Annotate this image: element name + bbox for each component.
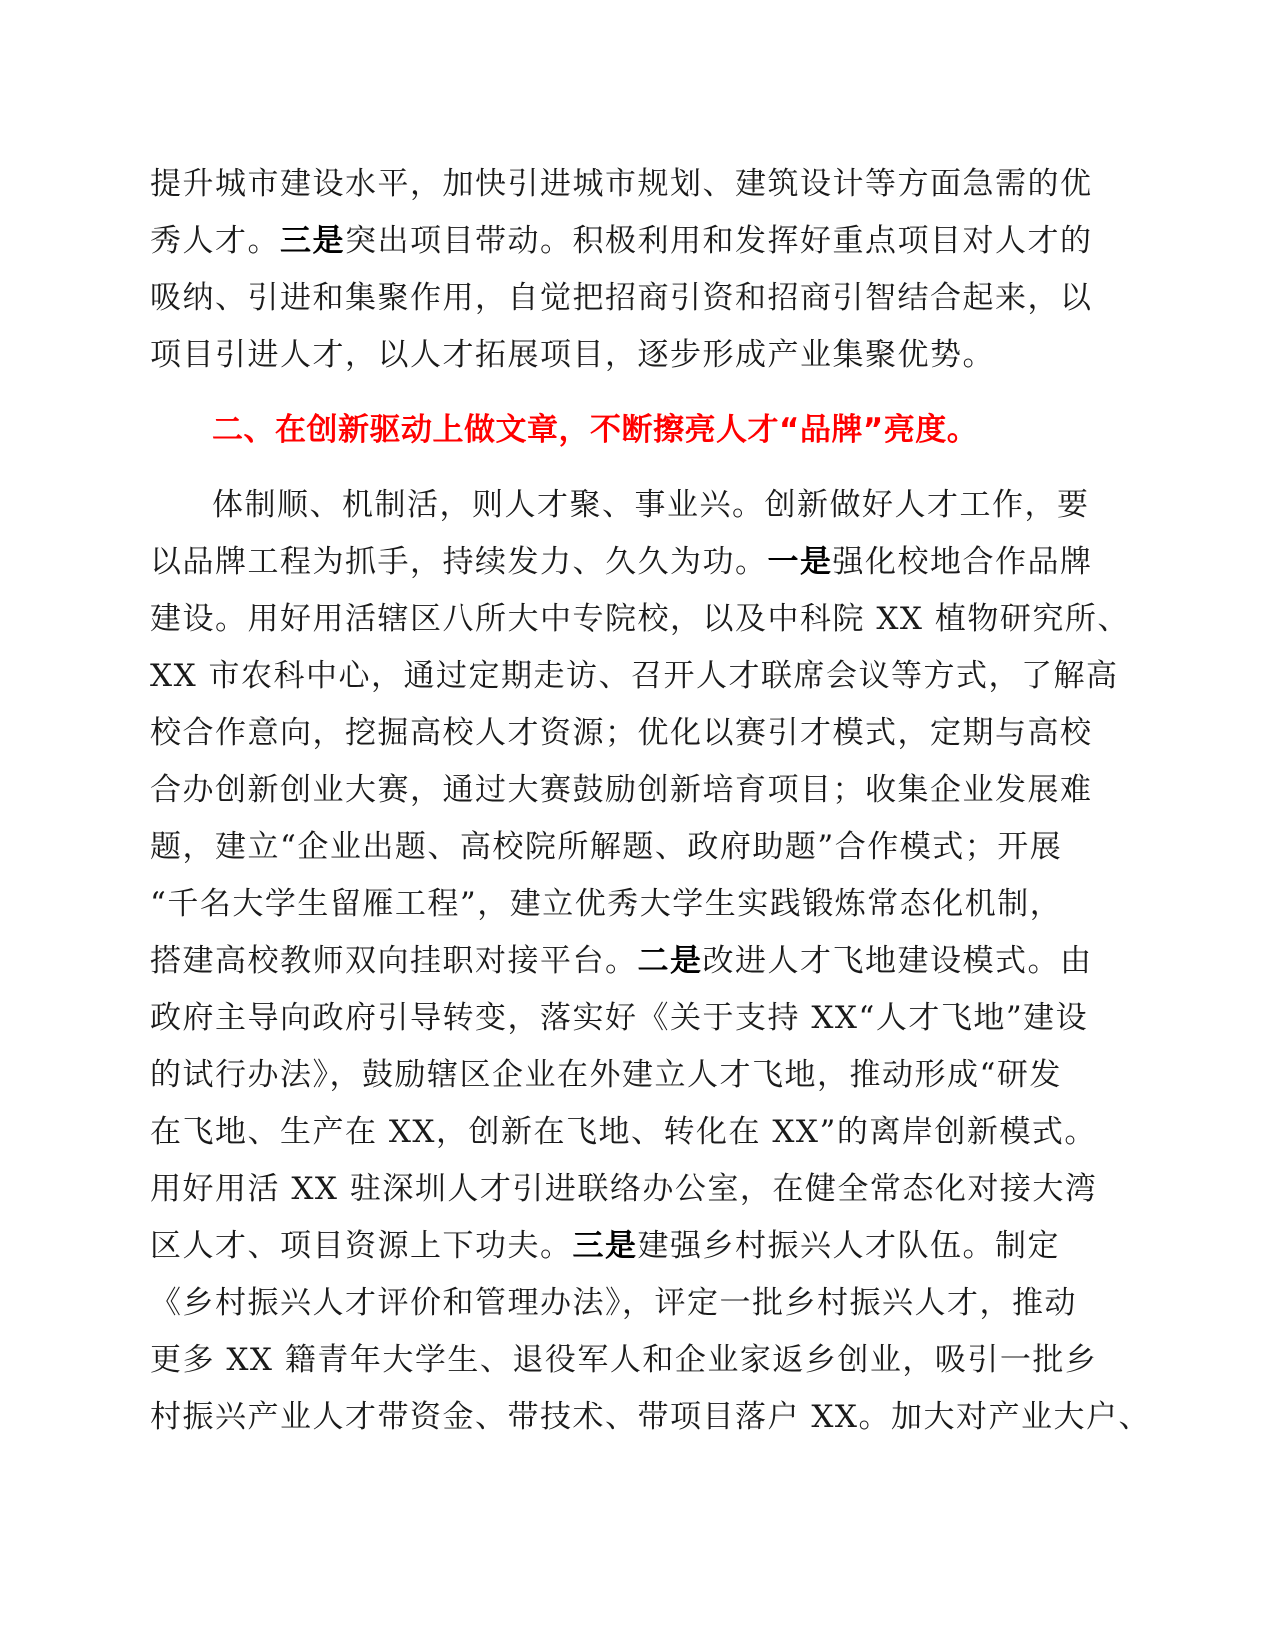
text-segment: 搭建高校教师双向挂职对接平台。 (150, 943, 638, 979)
text-segment: 区人才、项目资源上下功夫。 (150, 1228, 573, 1264)
bold-ordinal: 三是 (572, 1228, 638, 1264)
bold-ordinal: 二是 (637, 943, 703, 979)
text-line: 在飞地、生产在 XX，创新在飞地、转化在 XX”的离岸创新模式。 (150, 1114, 1097, 1150)
text-line: “千名大学生留雁工程”，建立优秀大学生实践锻炼常态化机制， (150, 886, 1063, 922)
text-line: 《乡村振兴人才评价和管理办法》，评定一批乡村振兴人才，推动 (150, 1285, 1077, 1321)
text-line: 提升城市建设水平，加快引进城市规划、建筑设计等方面急需的优 (150, 166, 1093, 202)
text-line: 校合作意向，挖掘高校人才资源；优化以赛引才模式，定期与高校 (150, 715, 1093, 751)
text-line: 更多 XX 籍青年大学生、退役军人和企业家返乡创业，吸引一批乡 (150, 1342, 1098, 1378)
text-line (150, 933, 1118, 990)
text-segment: 建强乡村振兴人才队伍。制定 (637, 1228, 1060, 1264)
text-line: 用好用活 XX 驻深圳人才引进联络办公室，在健全常态化对接大湾 (150, 1171, 1098, 1207)
text-line (150, 213, 1118, 270)
text-line: 吸纳、引进和集聚作用，自觉把招商引资和招商引智结合起来，以 (150, 280, 1093, 316)
text-line: 建设。用好用活辖区八所大中专院校，以及中科院 XX 植物研究所、 (150, 601, 1130, 637)
text-segment: 突出项目带动。积极利用和发挥好重点项目对人才的 (345, 223, 1093, 259)
text-segment: 改进人才飞地建设模式。由 (702, 943, 1093, 979)
bold-ordinal: 三是 (280, 223, 345, 259)
document-body (150, 156, 1151, 1446)
text-line: 合办创新创业大赛，通过大赛鼓励创新培育项目；收集企业发展难 (150, 772, 1093, 808)
text-line: 体制顺、机制活，则人才聚、事业兴。创新做好人才工作，要 (212, 487, 1090, 523)
text-line: XX 市农科中心，通过定期走访、召开人才联席会议等方式，了解高 (150, 658, 1119, 694)
text-line (150, 1218, 1118, 1275)
text-line: 政府主导向政府引导转变，落实好《关于支持 XX“人才飞地”建设 (150, 1000, 1089, 1036)
section-heading: 二、在创新驱动上做文章，不断擦亮人才“品牌”亮度。 (212, 412, 979, 448)
bold-ordinal: 一是 (767, 544, 833, 580)
text-line (150, 534, 1118, 591)
text-segment: 秀人才。 (150, 223, 280, 259)
text-line: 项目引进人才，以人才拓展项目，逐步形成产业集聚优势。 (150, 337, 995, 373)
text-line: 的试行办法》，鼓励辖区企业在外建立人才飞地，推动形成“研发 (150, 1057, 1062, 1093)
text-line: 村振兴产业人才带资金、带技术、带项目落户 XX。加大对产业大户、 (150, 1399, 1151, 1435)
text-segment: 强化校地合作品牌 (832, 544, 1093, 580)
paragraph (150, 156, 1118, 384)
paragraph (150, 477, 1151, 1446)
text-line: 题，建立“企业出题、高校院所解题、政府助题”合作模式；开展 (150, 829, 1063, 865)
text-segment: 以品牌工程为抓手，持续发力、久久为功。 (150, 544, 768, 580)
